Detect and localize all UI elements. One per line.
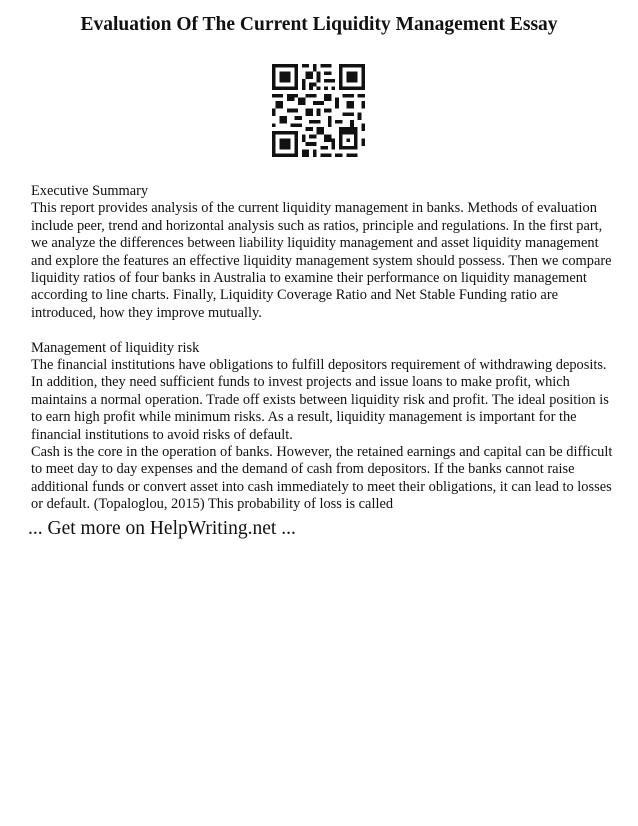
section-heading: Executive Summary (31, 183, 149, 199)
document-title: Evaluation Of The Current Liquidity Management Essay (80, 14, 558, 35)
executive-summary-section (31, 183, 617, 322)
liquidity-risk-section (31, 340, 617, 514)
paragraph: Cash is the core in the operation of banks. However, the retained earnings and capital can be difficult to meet day to day expenses and the demand of cash from depositors. If the banks cannot raise additional funds or convert asset into cash immediately to meet their obligations, it can lead to losses or default. (Topaloglou, 2015) This probability of loss is called (31, 444, 613, 513)
paragraph: This report provides analysis of the current liquidity management in banks. Methods of evaluation include peer, trend and horizontal analysis such as ratios, principle and regulations. In the first part, we analyze the differences between liability liquidity management and asset liquidity management and explore the features an effective liquidity management system should possess. Then we compare liquidity ratios of four banks in Australia to examine their performance on liquidity management according to line charts. Finally, Liquidity Coverage Ratio and Net Stable Funding ratio are introduced, how they improve mutually. (31, 200, 612, 321)
section-heading: Management of liquidity risk (31, 339, 200, 356)
document-body (31, 183, 617, 514)
get-more-link[interactable]: ... Get more on HelpWriting.net ... (28, 518, 296, 539)
paragraph-spacer (31, 322, 617, 339)
paragraph: The financial institutions have obligations to fulfill depositors requirement of withdrawing deposits. In addition, they need sufficient funds to invest projects and issue loans to make profit, which maintains a normal operation. Trade off exists between liquidity risk and profit. The ideal position is to earn high profit while minimum risks. As a result, liquidity management is important for the financial institutions to avoid risks of default. (31, 357, 609, 443)
qr-code-icon (272, 64, 365, 157)
